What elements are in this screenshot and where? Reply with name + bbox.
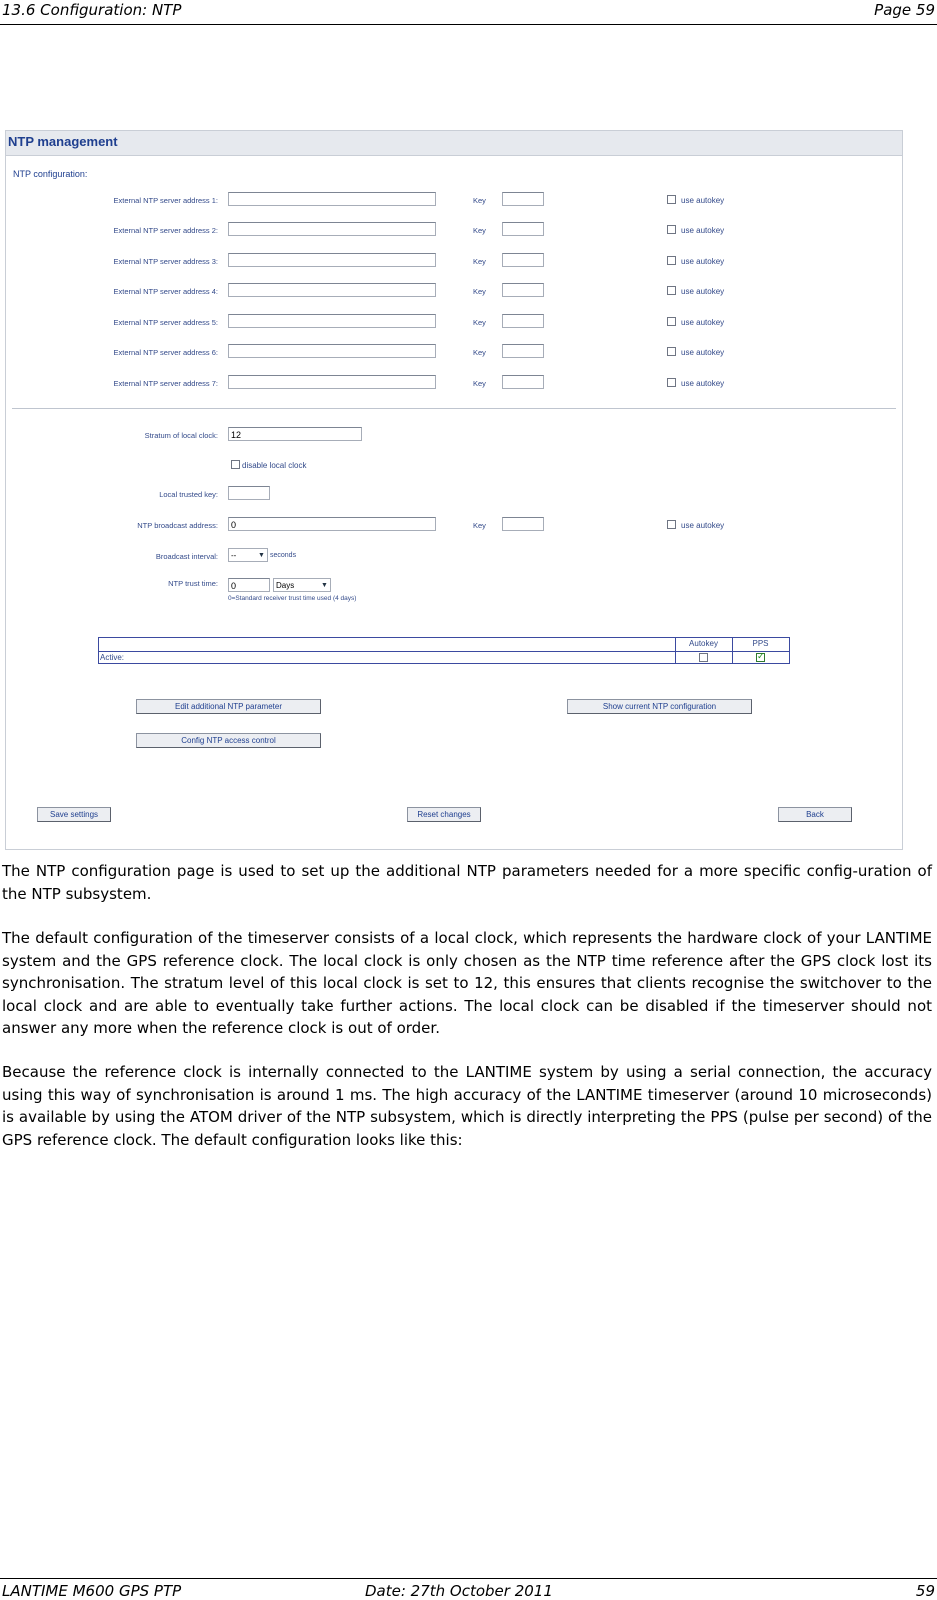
key-input[interactable] [502,344,544,358]
active-autokey-checkbox[interactable] [699,653,708,662]
key-input[interactable] [502,375,544,389]
autokey-checkbox[interactable] [667,378,676,387]
table-header-row [99,638,789,652]
footer-product: LANTIME M600 GPS PTP [2,1582,182,1600]
autokey-checkbox[interactable] [667,195,676,204]
active-row-label: Active: [100,653,125,662]
footer-page-number: 59 [915,1582,935,1600]
key-label: Key [473,318,486,327]
server-address-input[interactable] [228,222,436,236]
server-address-label: External NTP server address 4: [113,287,218,296]
server-address-input[interactable] [228,375,436,389]
key-input[interactable] [502,253,544,267]
active-pps-checkbox[interactable] [756,653,765,662]
server-address-input[interactable] [228,283,436,297]
server-address-label: External NTP server address 6: [113,348,218,357]
page-header [0,0,937,25]
page-number-label: Page 59 [874,1,935,19]
broadcast-key-input[interactable] [502,517,544,531]
key-label: Key [473,257,486,266]
trust-time-note: 0=Standard receiver trust time used (4 days) [228,595,357,602]
page-footer [0,1578,937,1599]
active-table [98,637,790,664]
paragraph: The NTP configuration page is used to set up the additional NTP parameters needed for a more specific config-uration of the NTP subsystem. [2,862,932,903]
local-trusted-key-input[interactable] [228,486,270,500]
save-settings-button[interactable]: Save settings [37,807,111,822]
trust-time-unit-select[interactable] [273,578,331,592]
server-address-input[interactable] [228,314,436,328]
key-input[interactable] [502,222,544,236]
autokey-label: use autokey [681,196,725,205]
key-input[interactable] [502,283,544,297]
disable-local-clock-label: disable local clock [242,461,307,470]
broadcast-autokey-label: use autokey [681,521,725,530]
separator [12,408,896,409]
key-input[interactable] [502,314,544,328]
autokey-column-header: Autokey [689,639,718,648]
chevron-down-icon: ▼ [321,582,328,589]
trust-time-input[interactable]: 0 [228,578,270,592]
trust-time-unit-value: Days [276,581,295,590]
stratum-input[interactable]: 12 [228,427,362,441]
broadcast-address-input[interactable]: 0 [228,517,436,531]
key-label: Key [473,379,486,388]
server-address-label: External NTP server address 1: [113,196,218,205]
broadcast-key-label: Key [473,521,486,530]
autokey-label: use autokey [681,226,725,235]
panel-title: NTP management [8,134,118,149]
broadcast-interval-select[interactable] [228,548,268,562]
section-heading: 13.6 Configuration: NTP [2,1,182,19]
paragraph: The default configuration of the timeserver consists of a local clock, which represents the hardware clock of your LANTIME system and the GPS reference clock. The local clock is only chosen as the NTP time reference after the GPS clock lost its synchronisation. The stratum level of this local clock is set to 12, this ensures that clients recognise the switchover to the local clock and are able to eventually take further actions. The local clock can be disabled if the timeserver should not answer any more when the reference clock is out of order. [2,929,932,1037]
broadcast-interval-unit: seconds [270,552,297,559]
key-label: Key [473,348,486,357]
disable-local-clock-checkbox[interactable] [231,460,240,469]
key-input[interactable] [502,192,544,206]
broadcast-autokey-checkbox[interactable] [667,520,676,529]
key-label: Key [473,287,486,296]
ntp-management-panel [5,130,903,850]
broadcast-address-label: NTP broadcast address: [137,521,218,530]
autokey-checkbox[interactable] [667,225,676,234]
trust-time-label: NTP trust time: [168,579,218,588]
autokey-label: use autokey [681,379,725,388]
panel-titlebar [6,131,902,156]
server-address-input[interactable] [228,344,436,358]
pps-column-header: PPS [752,639,769,648]
edit-additional-ntp-parameter-button[interactable]: Edit additional NTP parameter [136,699,321,714]
key-label: Key [473,196,486,205]
autokey-checkbox[interactable] [667,286,676,295]
autokey-label: use autokey [681,257,725,266]
stratum-label: Stratum of local clock: [144,431,218,440]
broadcast-interval-label: Broadcast interval: [155,552,218,561]
server-address-label: External NTP server address 7: [113,379,218,388]
show-current-ntp-configuration-button[interactable]: Show current NTP configuration [567,699,752,714]
autokey-label: use autokey [681,287,725,296]
server-address-input[interactable] [228,253,436,267]
paragraph: Because the reference clock is internally connected to the LANTIME system by using a serial connection, the accuracy using this way of synchronisation is around 1 ms. The high accuracy of the LANTIME timeserver (around 10 microseconds) is available by using the ATOM driver of the NTP subsystem, which is directly interpreting the PPS (pulse per second) of the GPS reference clock. The default configuration looks like this: [2,1063,932,1149]
autokey-checkbox[interactable] [667,347,676,356]
reset-changes-button[interactable]: Reset changes [407,807,481,822]
server-address-label: External NTP server address 2: [113,226,218,235]
key-label: Key [473,226,486,235]
broadcast-interval-value: -- [231,551,237,560]
section-title: NTP configuration: [13,169,88,179]
server-address-label: External NTP server address 5: [113,318,218,327]
autokey-checkbox[interactable] [667,256,676,265]
local-trusted-key-label: Local trusted key: [159,490,218,499]
back-button[interactable]: Back [778,807,852,822]
autokey-checkbox[interactable] [667,317,676,326]
server-address-label: External NTP server address 3: [113,257,218,266]
server-address-input[interactable] [228,192,436,206]
footer-date: Date: 27th October 2011 [365,1582,553,1600]
config-ntp-access-control-button[interactable]: Config NTP access control [136,733,321,748]
autokey-label: use autokey [681,348,725,357]
chevron-down-icon: ▼ [258,552,265,559]
active-row [99,651,789,664]
autokey-label: use autokey [681,318,725,327]
